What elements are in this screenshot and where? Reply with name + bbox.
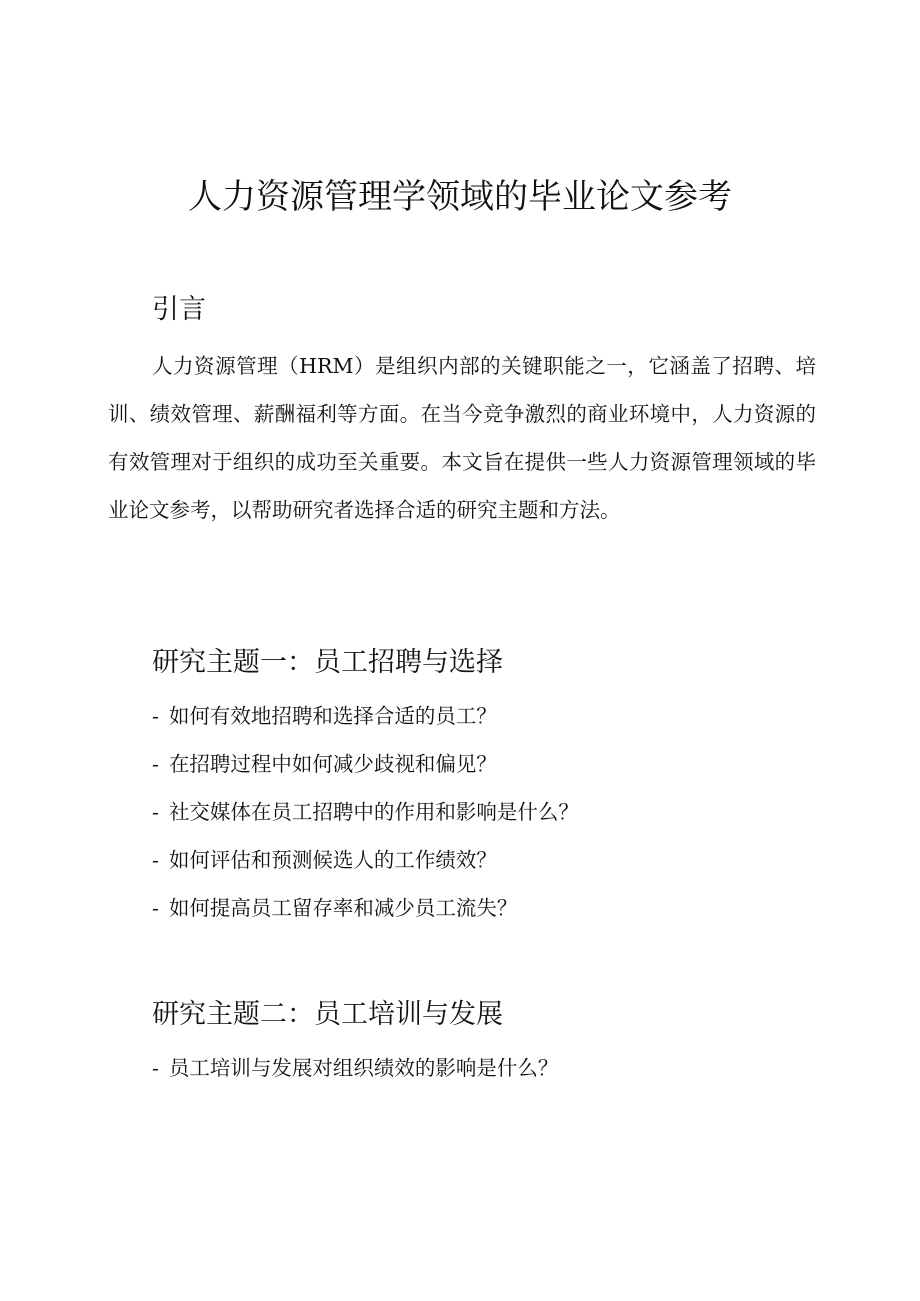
list-item — [152, 788, 579, 836]
document-title: 人力资源管理学领域的毕业论文参考 — [188, 177, 732, 217]
bullet-dash: - — [152, 896, 159, 920]
list-item — [152, 692, 579, 740]
section-heading-topic-1: 研究主题一：员工招聘与选择 — [152, 647, 503, 678]
introduction-paragraph: 人力资源管理（HRM）是组织内部的关键职能之一，它涵盖了招聘、培训、绩效管理、薪酬福利等方面。在当今竞争激烈的商业环境中，人力资源的有效管理对于组织的成功至关重要。本文旨在提供一些人力资源管理领域的毕业论文参考，以帮助研究者选择合适的研究主题和方法。 — [108, 354, 816, 522]
list-item-text: 如何有效地招聘和选择合适的员工？ — [168, 704, 497, 728]
list-item-text: 员工培训与发展对组织绩效的影响是什么？ — [168, 1056, 559, 1080]
list-item — [152, 836, 579, 884]
list-item — [152, 740, 579, 788]
section-heading-introduction: 引言 — [152, 294, 206, 325]
list-item — [152, 1044, 558, 1092]
list-item-text: 在招聘过程中如何减少歧视和偏见？ — [168, 752, 497, 776]
section-heading-topic-2: 研究主题二：员工培训与发展 — [152, 999, 503, 1030]
bullet-dash: - — [152, 800, 159, 824]
topic-1-question-list — [152, 692, 579, 932]
list-item-text: 社交媒体在员工招聘中的作用和影响是什么？ — [168, 800, 579, 824]
bullet-dash: - — [152, 848, 159, 872]
bullet-dash: - — [152, 1056, 159, 1080]
list-item — [152, 884, 579, 932]
bullet-dash: - — [152, 752, 159, 776]
bullet-dash: - — [152, 704, 159, 728]
topic-2-question-list — [152, 1044, 558, 1092]
list-item-text: 如何提高员工留存率和减少员工流失？ — [168, 896, 518, 920]
list-item-text: 如何评估和预测候选人的工作绩效？ — [168, 848, 497, 872]
